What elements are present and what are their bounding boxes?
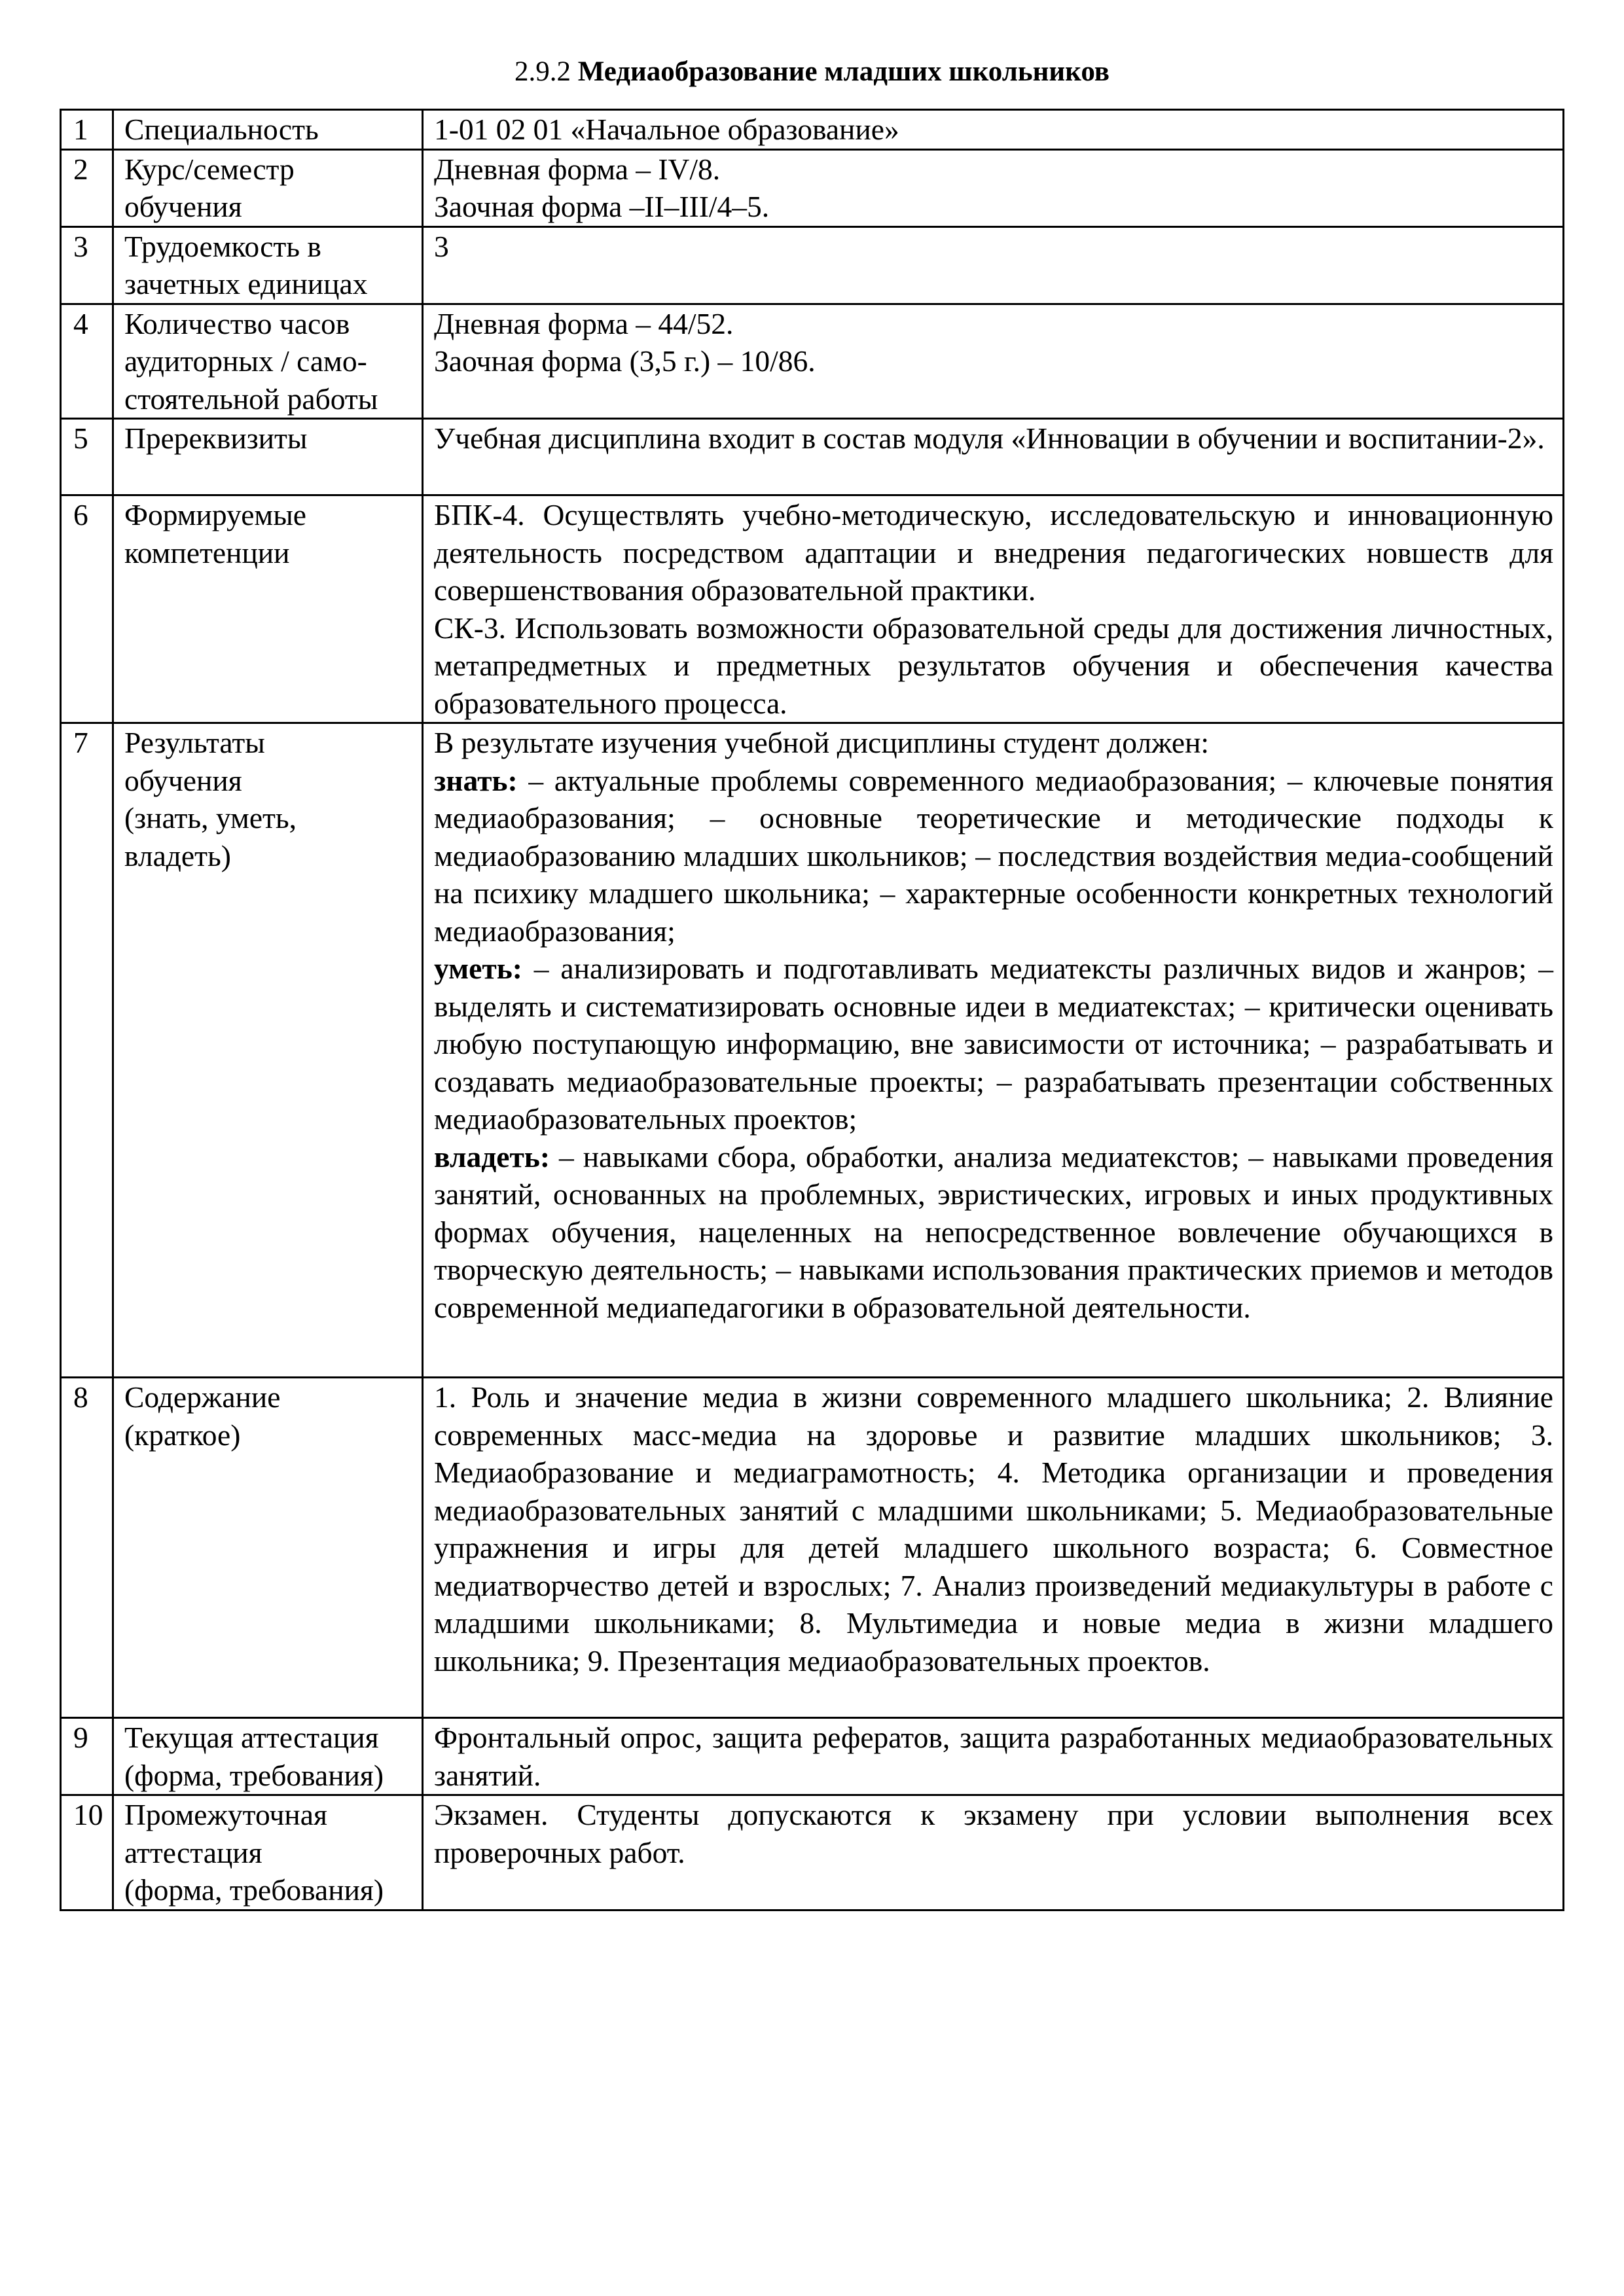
row-number: 4 xyxy=(61,304,113,419)
table-row xyxy=(61,1795,1564,1910)
row-number: 5 xyxy=(61,419,113,495)
row-content xyxy=(423,304,1564,419)
row-content xyxy=(423,495,1564,723)
credits-value: 3 xyxy=(434,229,449,263)
row-content xyxy=(423,149,1564,226)
label-line: Формируемые xyxy=(124,498,306,531)
know-text: – актуальные проблемы современного медиаобразования; – ключевые понятия медиаобразования; – основные теоретические и методические подходы к медиаобразованию младших школьников; – последствия воздействия медиа-сообщений на психику младшего школьника; – характерные особенности конкретных технологий медиаобразования; xyxy=(434,763,1553,948)
discipline-info-table xyxy=(60,109,1564,1911)
label-line: Текущая аттестация xyxy=(124,1721,379,1754)
row-label xyxy=(113,149,423,226)
outcomes-intro: В результате изучения учебной дисциплины студент должен: xyxy=(434,726,1210,759)
label-line: Трудоемкость в xyxy=(124,229,321,263)
content-line: Заочная форма –II–III/4–5. xyxy=(434,190,770,223)
label-line: обучения xyxy=(124,190,242,223)
label-line: Курс/семестр xyxy=(124,152,295,186)
prerequisites-text: Учебная дисциплина входит в состав модуля «Инновации в обучении и воспитании-2». xyxy=(434,422,1545,455)
heading-title: Медиаобразование младших школьников xyxy=(577,56,1110,87)
label-line: (форма, требования) xyxy=(124,1873,384,1907)
row-number: 1 xyxy=(61,110,113,150)
interim-assessment-text: Экзамен. Студенты допускаются к экзамену при условии выполнения всех проверочных работ. xyxy=(434,1798,1553,1869)
row-label xyxy=(113,419,423,495)
row-label xyxy=(113,304,423,419)
can-text: – анализировать и подготавливать медиатексты различных видов и жанров; – выделять и систематизировать основные идеи в медиатекстах; – критически оценивать любую поступающую информацию, вне зависимости от источника; – разрабатывать и создавать медиаобразовательные проекты; – разрабатывать презентации собственных медиаобразовательных проектов; xyxy=(434,952,1554,1136)
table-row xyxy=(61,149,1564,226)
table-row xyxy=(61,304,1564,419)
label-line: зачетных единицах xyxy=(124,267,368,300)
table-row xyxy=(61,723,1564,1378)
label-line: (форма, требования) xyxy=(124,1758,384,1792)
heading-number: 2.9.2 xyxy=(514,56,571,87)
specialty-value: 1-01 02 01 «Начальное образование» xyxy=(434,113,899,146)
label-line: Специальность xyxy=(124,113,319,146)
content-line: Дневная форма – IV/8. xyxy=(434,152,721,186)
label-line: аттестация xyxy=(124,1835,262,1869)
know-label: знать: xyxy=(434,763,518,797)
label-line: владеть) xyxy=(124,838,231,872)
row-content xyxy=(423,723,1564,1378)
label-line: (краткое) xyxy=(124,1418,241,1452)
row-content xyxy=(423,1795,1564,1910)
row-label xyxy=(113,1378,423,1718)
table-row xyxy=(61,110,1564,150)
course-content-text: 1. Роль и значение медиа в жизни современного младшего школьника; 2. Влияние современных масс-медиа на здоровье и развитие младших школьников; 3. Медиаобразование и медиаграмотность; 4. Методика организации и проведения медиаобразовательных занятий с младшими школьниками; 5. Медиаобразовательные упражнения и игры для детей младшего школьного возраста; 6. Совместное медиатворчество детей и взрослых; 7. Анализ произведений медиакультуры в работе с младшими школьниками; 8. Мультимедиа и новые медиа в жизни младшего школьника; 9. Презентация медиаобразовательных проектов. xyxy=(434,1380,1553,1677)
row-content xyxy=(423,1718,1564,1795)
row-content xyxy=(423,1378,1564,1718)
competence-bpk4: БПК-4. Осуществлять учебно-методическую, исследовательскую и инновационную деятельность посредством адаптации и внедрения педагогических новшеств для совершенствования образовательной практики. xyxy=(434,498,1553,607)
row-content xyxy=(423,419,1564,495)
row-label xyxy=(113,110,423,150)
row-number: 2 xyxy=(61,149,113,226)
row-label xyxy=(113,1718,423,1795)
label-line: Результаты xyxy=(124,726,265,759)
own-text: – навыками сбора, обработки, анализа медиатекстов; – навыками проведения занятий, основанных на проблемных, эвристических, игровых и иных продуктивных формах обучения, нацеленных на непосредственное вовлечение обучающихся в творческую деятельность; – навыками использования практических приемов и методов современной медиапедагогики в образовательной деятельности. xyxy=(434,1139,1553,1324)
label-line: аудиторных / само- xyxy=(124,344,367,378)
row-number: 3 xyxy=(61,226,113,304)
outcomes-know xyxy=(434,762,1553,950)
label-line: (знать, уметь, xyxy=(124,801,297,834)
row-label xyxy=(113,226,423,304)
table-row xyxy=(61,226,1564,304)
row-number: 8 xyxy=(61,1378,113,1718)
content-line: Заочная форма (3,5 г.) – 10/86. xyxy=(434,344,816,378)
row-content xyxy=(423,226,1564,304)
row-label xyxy=(113,1795,423,1910)
label-line: Содержание xyxy=(124,1380,281,1414)
label-line: обучения xyxy=(124,763,242,797)
label-line: Пререквизиты xyxy=(124,422,308,455)
row-label xyxy=(113,723,423,1378)
can-label: уметь: xyxy=(434,952,522,985)
outcomes-own xyxy=(434,1138,1553,1327)
table-row xyxy=(61,1378,1564,1718)
competence-sk3: СК-3. Использовать возможности образовательной среды для достижения личностных, метапредметных и предметных результатов обучения и обеспечения качества образовательного процесса. xyxy=(434,611,1553,720)
table-row xyxy=(61,1718,1564,1795)
label-line: Промежуточная xyxy=(124,1798,327,1831)
table-row xyxy=(61,495,1564,723)
table-row xyxy=(61,419,1564,495)
row-number: 6 xyxy=(61,495,113,723)
content-line: Дневная форма – 44/52. xyxy=(434,306,734,340)
own-label: владеть: xyxy=(434,1139,550,1174)
current-assessment-text: Фронтальный опрос, защита рефератов, защита разработанных медиаобразовательных занятий. xyxy=(434,1721,1553,1792)
row-number: 9 xyxy=(61,1718,113,1795)
row-label xyxy=(113,495,423,723)
label-line: компетенции xyxy=(124,535,290,569)
row-content xyxy=(423,110,1564,150)
outcomes-can xyxy=(434,950,1553,1138)
label-line: Количество часов xyxy=(124,306,350,340)
label-line: стоятельной работы xyxy=(124,382,378,416)
row-number: 10 xyxy=(61,1795,113,1910)
row-number: 7 xyxy=(61,723,113,1378)
section-heading xyxy=(0,54,1624,90)
